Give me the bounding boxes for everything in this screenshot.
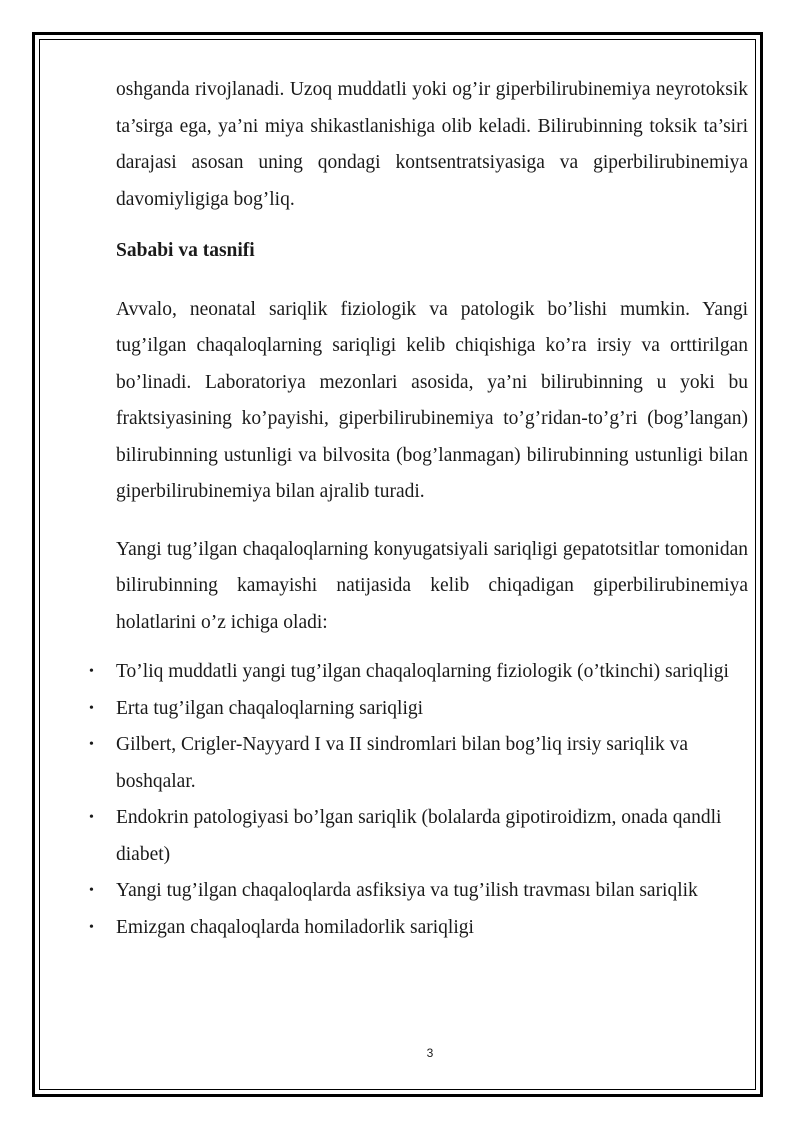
page-content — [89, 72, 748, 946]
list-item-text: To’liq muddatli yangi tug’ilgan chaqaloqlarning fiziologik (o’tkinchi) sariqligi — [116, 661, 729, 682]
list-item — [89, 910, 748, 947]
paragraph-conjugation: Yangi tug’ilgan chaqaloqlarning konyugatsiyali sariqligi gepatotsitlar tomonidan bilirubinning kamayishi natijasida kelib chiqadigan giperbilirubinemiya holatlarini o’z ichiga oladi: — [116, 538, 748, 633]
paragraph-intro: oshganda rivojlanadi. Uzoq muddatli yoki og’ir giperbilirubinemiya neyrotoksik ta’sirga ega, ya’ni miya shikastlanishiga olib keladi. Bilirubinning toksik ta’siri darajasi asosan uning qondagi kontsentratsiyasiga va giperbilirubinemiya davomiyligiga bog’liq. — [116, 79, 748, 210]
list-item-text: Emizgan chaqaloqlarda homiladorlik sariqligi — [116, 916, 474, 938]
list-item — [89, 873, 748, 910]
section-heading: Sababi va tasnifi — [116, 240, 255, 261]
list-item-text: Erta tug’ilgan chaqaloqlarning sariqligi — [116, 697, 424, 719]
list-item — [89, 727, 748, 800]
list-item-text: Gilbert, Crigler-Nayyard I va II sindromlari bilan bog’liq irsiy sariqlik va boshqalar. — [116, 734, 689, 792]
jaundice-types-list — [89, 654, 748, 946]
bullet-icon: • — [89, 700, 94, 716]
page-number: 3 — [426, 1046, 434, 1060]
list-item — [89, 691, 748, 728]
bullet-icon: • — [89, 883, 94, 898]
bullet-icon: • — [89, 810, 94, 825]
list-item — [89, 654, 748, 691]
bullet-icon: • — [89, 919, 94, 935]
list-item-text: Yangi tug’ilgan chaqaloqlarda asfiksiya va tug’ilish travması bilan sariqlik — [116, 880, 698, 901]
list-item — [89, 800, 748, 873]
paragraph-classification: Avvalo, neonatal sariqlik fiziologik va patologik bo’lishi mumkin. Yangi tug’ilgan chaqaloqlarning sariqligi kelib chiqishiga ko’ra irsiy va orttirilgan bo’linadi. Laboratoriya mezonlari asosida, ya’ni bilirubinning u yoki bu fraktsiyasining ko’payishi, giperbilirubinemiya to’g’ridan-to’g’ri (bog’langan) bilirubinning ustunligi va bilvosita (bog’lanmagan) bilirubinning ustunligi bilan giperbilirubinemiya bilan ajralib turadi. — [116, 298, 748, 502]
bullet-icon: • — [89, 664, 94, 679]
list-item-text: Endokrin patologiyasi bo’lgan sariqlik (bolalarda gipotiroidizm, onada qandli diabet) — [116, 807, 722, 865]
bullet-icon: • — [89, 737, 94, 752]
